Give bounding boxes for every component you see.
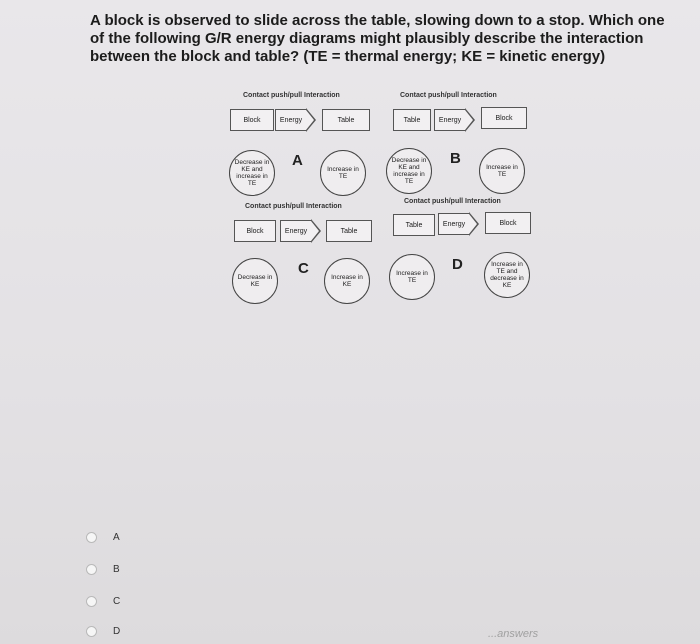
option-a[interactable]	[86, 528, 120, 546]
interaction-title-c: Contact push/pull Interaction	[245, 203, 342, 210]
option-d-label: D	[113, 625, 121, 637]
radio-c[interactable]	[86, 596, 97, 607]
source-box-c: Block	[234, 220, 276, 242]
right-circle-b: Increase in TE	[479, 148, 525, 194]
energy-arrow-a: Energy	[275, 109, 306, 131]
energy-arrow-d: Energy	[438, 213, 469, 235]
interaction-title-d: Contact push/pull Interaction	[404, 198, 501, 205]
source-box-d: Table	[393, 214, 435, 236]
option-b[interactable]	[86, 560, 120, 578]
radio-a[interactable]	[86, 532, 97, 543]
question-text: A block is observed to slide across the table, slowing down to a stop. Which one of the following G/R energy diagrams might plausibly describe the interaction between the block and table? (TE = thermal energy; KE = kinetic energy)	[90, 12, 665, 65]
left-circle-b: Decrease in KE and increase in TE	[386, 148, 432, 194]
energy-arrow-c: Energy	[280, 220, 311, 242]
left-circle-d: Increase in TE	[389, 254, 435, 300]
left-circle-a: Decrease in KE and increase in TE	[229, 150, 275, 196]
option-c[interactable]	[86, 592, 120, 610]
left-circle-c: Decrease in KE	[232, 258, 278, 304]
right-circle-c: Increase in KE	[324, 258, 370, 304]
option-a-label: A	[113, 531, 120, 543]
diagram-letter-d: D	[452, 256, 463, 273]
right-circle-a: Increase in TE	[320, 150, 366, 196]
interaction-title-b: Contact push/pull Interaction	[400, 92, 497, 99]
target-box-c: Table	[326, 220, 372, 242]
source-box-a: Block	[230, 109, 274, 131]
radio-b[interactable]	[86, 564, 97, 575]
interaction-title-a: Contact push/pull Interaction	[243, 92, 340, 99]
energy-arrow-b: Energy	[434, 109, 465, 131]
radio-d[interactable]	[86, 626, 97, 637]
source-box-b: Table	[393, 109, 431, 131]
diagram-letter-a: A	[292, 152, 303, 169]
target-box-d: Block	[485, 212, 531, 234]
watermark: ...answers	[488, 628, 539, 640]
diagram-letter-c: C	[298, 260, 309, 277]
diagram-letter-b: B	[450, 150, 461, 167]
target-box-b: Block	[481, 107, 527, 129]
right-circle-d: Increase in TE and decrease in KE	[484, 252, 530, 298]
option-b-label: B	[113, 563, 120, 575]
option-d[interactable]	[86, 622, 120, 640]
option-c-label: C	[113, 595, 121, 607]
target-box-a: Table	[322, 109, 370, 131]
